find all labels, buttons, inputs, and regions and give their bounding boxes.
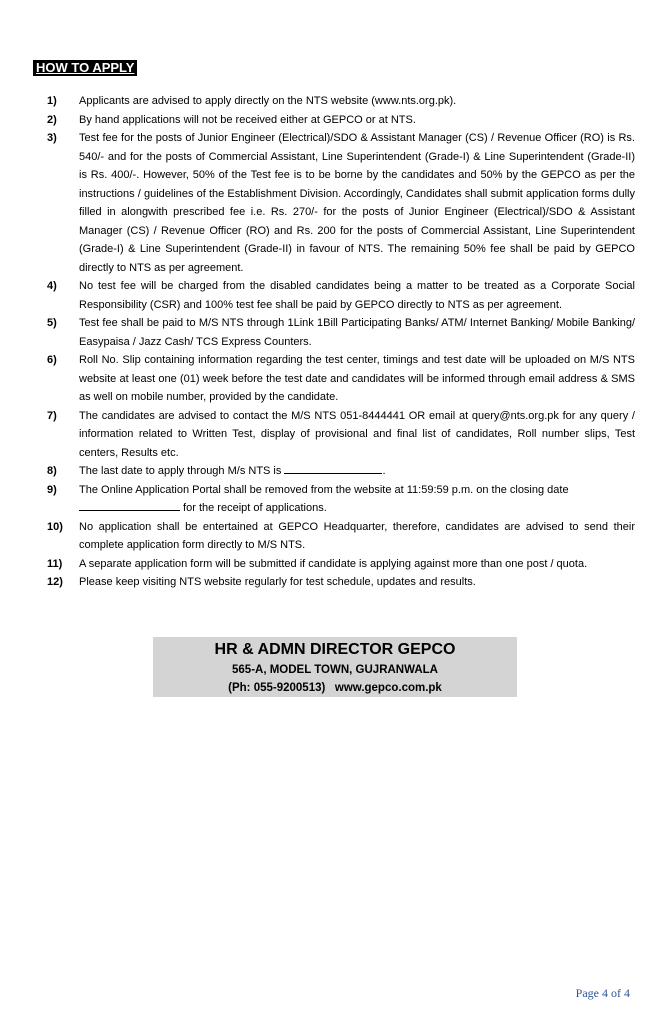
- date-blank-line: [284, 464, 382, 474]
- item-text: No test fee will be charged from the disabled candidates being a matter to be treated as a Corporate Social Responsibility (CSR) and 100% test fee shall be paid by GEPCO directly to NTS as per agreement.: [79, 280, 635, 311]
- item-number: 10): [47, 520, 63, 533]
- item-text: No application shall be entertained at GEPCO Headquarter, therefore, candidates are advised to send their complete application form directly to M/S NTS.: [79, 520, 635, 551]
- item-number: 1): [47, 95, 57, 107]
- list-item: [30, 573, 635, 592]
- footer-address: 565-A, MODEL TOWN, GUJRANWALA: [232, 664, 438, 676]
- item-text: Please keep visiting NTS website regularly for test schedule, updates and results.: [79, 576, 476, 588]
- list-item: [30, 277, 635, 314]
- item-text: Applicants are advised to apply directly on the NTS website (www.nts.org.pk).: [79, 95, 457, 107]
- item-number: 3): [47, 132, 57, 144]
- item-text-end: .: [382, 465, 386, 477]
- item-number: 4): [47, 280, 57, 292]
- list-item: [30, 314, 635, 351]
- item-number: 9): [47, 483, 57, 496]
- item-number: 11): [47, 557, 63, 570]
- list-item: [30, 351, 635, 407]
- list-item: [30, 555, 635, 574]
- item-text-end: for the receipt of applications.: [180, 502, 327, 514]
- contact-box: [153, 637, 517, 697]
- item-text: The candidates are advised to contact the M/S NTS 051-8444441 OR email at query@nts.org.pk for any query / information related to Written Test, display of provisional and final list of candidates, Roll number slips, Test centers, Results etc.: [79, 409, 635, 459]
- list-item: [30, 481, 635, 518]
- item-number: 7): [47, 409, 57, 422]
- list-item: [30, 407, 635, 463]
- list-item: [30, 518, 635, 555]
- item-number: 12): [47, 576, 63, 588]
- closing-date-blank-line: [79, 501, 180, 511]
- item-text: The Online Application Portal shall be removed from the website at 11:59:59 p.m. on the closing date: [79, 483, 569, 496]
- item-number: 5): [47, 317, 57, 329]
- instructions-list: [30, 92, 635, 592]
- item-number: 6): [47, 354, 57, 366]
- item-number: 8): [47, 465, 57, 477]
- item-text: A separate application form will be submitted if candidate is applying against more than one post / quota.: [79, 557, 588, 570]
- list-item: [30, 462, 635, 481]
- item-number: 2): [47, 113, 57, 126]
- item-text: By hand applications will not be received either at GEPCO or at NTS.: [79, 113, 416, 126]
- page-heading: HOW TO APPLY: [33, 60, 137, 76]
- item-text: The last date to apply through M/s NTS is: [79, 465, 285, 477]
- item-text: Roll No. Slip containing information regarding the test center, timings and test date will be uploaded on M/S NTS website at least one (01) week before the test date and candidates will be informed through email address & SMS as well on mobile number, provided by the candidate.: [79, 354, 635, 403]
- footer-contact: (Ph: 055-9200513) www.gepco.com.pk: [228, 682, 442, 694]
- item-text: Test fee shall be paid to M/S NTS through 1Link 1Bill Participating Banks/ ATM/ Internet Banking/ Mobile Banking/ Easypaisa / Jazz Cash/ TCS Express Counters.: [79, 317, 635, 348]
- footer-title: HR & ADMN DIRECTOR GEPCO: [214, 641, 456, 658]
- item-text: Test fee for the posts of Junior Engineer (Electrical)/SDO & Assistant Manager (CS) / Revenue Officer (RO) is Rs. 540/- and for the posts of Commercial Assistant, Line Superintendent (Grade-I) & Line Superintendent (Grade-II) is Rs. 400/-. However, 50% of the Test fee is to be borne by the candidates and 50% by the GEPCO as per the instructions / guidelines of the Establishment Division. Accordingly, Candidates shall submit application forms dully filled in alongwith prescribed fee i.e. Rs. 270/- for the posts of Junior Engineer (Electrical)/SDO & Assistant Manager (CS) / Revenue Officer (RO) and Rs. 200 for the posts of Commercial Assistant, Line Superintendent (Grade-I) & Line Superintendent (Grade-II) in favour of NTS. The remaining 50% fee shall be paid by GEPCO directly to NTS as per agreement.: [79, 132, 635, 274]
- list-item: [30, 129, 635, 277]
- page-number: Page 4 of 4: [575, 986, 630, 1000]
- list-item: [30, 111, 635, 130]
- list-item: [30, 92, 635, 111]
